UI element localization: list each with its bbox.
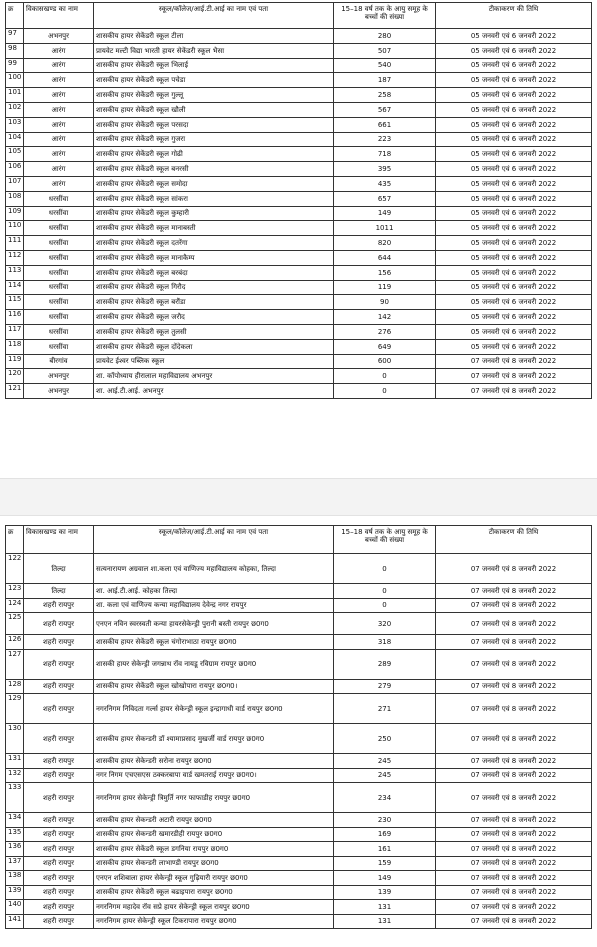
cell-school-name: शासकीय हायर सेकेंडरी स्कूल बरबंदा xyxy=(94,265,334,280)
table-row xyxy=(6,914,592,929)
table-row xyxy=(6,783,592,813)
cell-vaccination-date: 05 जनवरी एवं 6 जनवरी 2022 xyxy=(436,73,592,88)
page-one xyxy=(5,2,592,399)
cell-serial: 116 xyxy=(6,310,24,325)
cell-student-count: 280 xyxy=(334,29,436,44)
cell-block: शहरी रायपुर xyxy=(24,856,94,871)
header-date: टीकाकरण की तिथि xyxy=(436,526,592,554)
table-row xyxy=(6,871,592,886)
cell-school-name: शा. कला एवं वाणिज्य कन्या महाविद्यालय देवेन्द्र नगर रायपुर xyxy=(94,598,334,613)
cell-serial: 121 xyxy=(6,384,24,399)
cell-student-count: 567 xyxy=(334,102,436,117)
cell-vaccination-date: 07 जनवरी एवं 8 जनवरी 2022 xyxy=(436,354,592,369)
cell-student-count: 90 xyxy=(334,295,436,310)
cell-serial: 98 xyxy=(6,43,24,58)
table-row xyxy=(6,768,592,783)
cell-block: शहरी रायपुर xyxy=(24,598,94,613)
cell-block: शहरी रायपुर xyxy=(24,635,94,650)
cell-student-count: 161 xyxy=(334,842,436,857)
cell-vaccination-date: 05 जनवरी एवं 6 जनवरी 2022 xyxy=(436,236,592,251)
cell-school-name: शासकीय हायर सेकेंडरी स्कूल बरौंडा xyxy=(94,295,334,310)
header-count: 15–18 वर्ष तक के आयु समूह के बच्चों की संख्या xyxy=(334,526,436,554)
table-row xyxy=(6,724,592,754)
cell-school-name: शासकी हायर सेकेन्ड्री जगन्नाथ रॉव नायडू रविग्राम रायपुर छ0ग0 xyxy=(94,649,334,679)
cell-vaccination-date: 07 जनवरी एवं 8 जनवरी 2022 xyxy=(436,598,592,613)
cell-school-name: शासकीय हायर सेकेन्डरी सरोना रायपुर छ0ग0 xyxy=(94,754,334,769)
page-gap xyxy=(0,478,597,516)
header-row xyxy=(6,3,592,29)
table-row xyxy=(6,354,592,369)
cell-vaccination-date: 07 जनवरी एवं 8 जनवरी 2022 xyxy=(436,584,592,599)
table-row xyxy=(6,679,592,694)
cell-school-name: नगरनिगम हायर सेकेन्ड्री स्कूल टिकरापारा रायपुर छ0ग0 xyxy=(94,914,334,929)
cell-school-name: प्रायवेट ईश्वर पब्लिक स्कूल xyxy=(94,354,334,369)
table-one-body xyxy=(6,29,592,399)
cell-block: शहरी रायपुर xyxy=(24,679,94,694)
cell-student-count: 119 xyxy=(334,280,436,295)
cell-serial: 118 xyxy=(6,339,24,354)
cell-student-count: 318 xyxy=(334,635,436,650)
cell-school-name: शासकीय हायर सेकन्डरी अटारी रायपुर छ0ग0 xyxy=(94,813,334,828)
cell-school-name: शासकीय हायर सेकेंडरी स्कूल दोंदेकला xyxy=(94,339,334,354)
cell-block: आरंग xyxy=(24,102,94,117)
cell-vaccination-date: 05 जनवरी एवं 6 जनवरी 2022 xyxy=(436,265,592,280)
cell-school-name: शासकीय हायर सेकन्डरी खमारडीही रायपुर छ0ग0 xyxy=(94,827,334,842)
cell-school-name: शासकीय हायर सेकेंडरी स्कूल खोखोपारा रायपुर छ0ग0। xyxy=(94,679,334,694)
cell-serial: 117 xyxy=(6,324,24,339)
header-school: स्कूल/कॉलेज/आई.टी.आई का नाम एवं पता xyxy=(94,3,334,29)
header-block: विकासखण्ड का नाम xyxy=(24,3,94,29)
cell-school-name: शासकीय हायर सेकेंडरी स्कूल समोदा xyxy=(94,176,334,191)
cell-serial: 111 xyxy=(6,236,24,251)
cell-student-count: 142 xyxy=(334,310,436,325)
cell-block: धरसींवा xyxy=(24,265,94,280)
cell-student-count: 320 xyxy=(334,613,436,635)
cell-vaccination-date: 05 जनवरी एवं 6 जनवरी 2022 xyxy=(436,339,592,354)
cell-vaccination-date: 07 जनवरी एवं 8 जनवरी 2022 xyxy=(436,842,592,857)
table-row xyxy=(6,754,592,769)
cell-vaccination-date: 05 जनवरी एवं 6 जनवरी 2022 xyxy=(436,221,592,236)
cell-serial: 136 xyxy=(6,842,24,857)
cell-student-count: 250 xyxy=(334,724,436,754)
cell-serial: 112 xyxy=(6,250,24,265)
cell-student-count: 820 xyxy=(334,236,436,251)
table-row xyxy=(6,88,592,103)
cell-serial: 109 xyxy=(6,206,24,221)
cell-student-count: 649 xyxy=(334,339,436,354)
table-row xyxy=(6,191,592,206)
cell-vaccination-date: 07 जनवरी एवं 8 जनवरी 2022 xyxy=(436,768,592,783)
cell-block: तिल्दा xyxy=(24,584,94,599)
cell-school-name: सत्यनारायण अग्रवाल शा.कला एवं वाणिज्य महाविद्यालय कोहका, तिल्दा xyxy=(94,554,334,584)
cell-block: बीरगांव xyxy=(24,354,94,369)
table-row xyxy=(6,58,592,73)
table-row xyxy=(6,613,592,635)
cell-vaccination-date: 05 जनवरी एवं 6 जनवरी 2022 xyxy=(436,310,592,325)
cell-vaccination-date: 05 जनवरी एवं 6 जनवरी 2022 xyxy=(436,191,592,206)
cell-serial: 103 xyxy=(6,117,24,132)
cell-serial: 133 xyxy=(6,783,24,813)
cell-student-count: 131 xyxy=(334,914,436,929)
cell-school-name: शा. आई.टी.आई. अभनपुर xyxy=(94,384,334,399)
header-block: विकासखण्ड का नाम xyxy=(24,526,94,554)
cell-block: अभनपुर xyxy=(24,29,94,44)
cell-vaccination-date: 05 जनवरी एवं 6 जनवरी 2022 xyxy=(436,147,592,162)
header-date: टीकाकरण की तिथि xyxy=(436,3,592,29)
cell-vaccination-date: 05 जनवरी एवं 6 जनवरी 2022 xyxy=(436,295,592,310)
cell-student-count: 230 xyxy=(334,813,436,828)
cell-serial: 101 xyxy=(6,88,24,103)
cell-serial: 124 xyxy=(6,598,24,613)
cell-serial: 138 xyxy=(6,871,24,886)
cell-serial: 100 xyxy=(6,73,24,88)
cell-school-name: शासकीय हायर सेकेंडरी स्कूल कुम्हारी xyxy=(94,206,334,221)
cell-serial: 97 xyxy=(6,29,24,44)
cell-vaccination-date: 07 जनवरी एवं 8 जनवरी 2022 xyxy=(436,554,592,584)
table-row xyxy=(6,310,592,325)
cell-block: शहरी रायपुर xyxy=(24,768,94,783)
header-row xyxy=(6,526,592,554)
cell-block: शहरी रायपुर xyxy=(24,649,94,679)
cell-student-count: 169 xyxy=(334,827,436,842)
cell-student-count: 0 xyxy=(334,369,436,384)
table-row xyxy=(6,102,592,117)
table-row xyxy=(6,885,592,900)
cell-vaccination-date: 05 जनवरी एवं 6 जनवरी 2022 xyxy=(436,29,592,44)
table-row xyxy=(6,265,592,280)
cell-serial: 129 xyxy=(6,694,24,724)
cell-student-count: 657 xyxy=(334,191,436,206)
header-school: स्कूल/कॉलेज/आई.टी.आई का नाम एवं पता xyxy=(94,526,334,554)
cell-student-count: 245 xyxy=(334,768,436,783)
cell-student-count: 159 xyxy=(334,856,436,871)
cell-school-name: शासकीय हायर सेकेंडरी स्कूल जरौद xyxy=(94,310,334,325)
cell-school-name: शासकीय हायर सेकेंडरी स्कूल गुजरा xyxy=(94,132,334,147)
table-row xyxy=(6,162,592,177)
cell-vaccination-date: 07 जनवरी एवं 8 जनवरी 2022 xyxy=(436,813,592,828)
cell-student-count: 507 xyxy=(334,43,436,58)
cell-serial: 131 xyxy=(6,754,24,769)
table-row xyxy=(6,900,592,915)
table-row xyxy=(6,236,592,251)
cell-student-count: 0 xyxy=(334,584,436,599)
cell-school-name: शासकीय हायर सेकन्डरी डॉ श्यामाप्रसाद मुखर्जी वार्ड रायपुर छ0ग0 xyxy=(94,724,334,754)
cell-serial: 126 xyxy=(6,635,24,650)
cell-student-count: 276 xyxy=(334,324,436,339)
cell-block: धरसींवा xyxy=(24,221,94,236)
table-row xyxy=(6,584,592,599)
cell-serial: 141 xyxy=(6,914,24,929)
cell-serial: 119 xyxy=(6,354,24,369)
cell-vaccination-date: 07 जनवरी एवं 8 जनवरी 2022 xyxy=(436,871,592,886)
cell-student-count: 131 xyxy=(334,900,436,915)
cell-block: शहरी रायपुर xyxy=(24,694,94,724)
table-row xyxy=(6,842,592,857)
cell-vaccination-date: 05 जनवरी एवं 6 जनवरी 2022 xyxy=(436,206,592,221)
table-row xyxy=(6,280,592,295)
cell-block: अभनपुर xyxy=(24,384,94,399)
cell-serial: 104 xyxy=(6,132,24,147)
cell-block: तिल्दा xyxy=(24,554,94,584)
cell-vaccination-date: 07 जनवरी एवं 8 जनवरी 2022 xyxy=(436,724,592,754)
vaccination-table-one xyxy=(5,2,592,399)
cell-vaccination-date: 07 जनवरी एवं 8 जनवरी 2022 xyxy=(436,856,592,871)
cell-block: धरसींवा xyxy=(24,339,94,354)
cell-vaccination-date: 07 जनवरी एवं 8 जनवरी 2022 xyxy=(436,914,592,929)
cell-serial: 135 xyxy=(6,827,24,842)
cell-serial: 130 xyxy=(6,724,24,754)
cell-school-name: शासकीय हायर सेकेंडरी स्कूल डगनिया रायपुर छ0ग0 xyxy=(94,842,334,857)
cell-serial: 113 xyxy=(6,265,24,280)
cell-student-count: 234 xyxy=(334,783,436,813)
cell-serial: 110 xyxy=(6,221,24,236)
cell-vaccination-date: 07 जनवरी एवं 8 जनवरी 2022 xyxy=(436,827,592,842)
cell-student-count: 245 xyxy=(334,754,436,769)
cell-block: आरंग xyxy=(24,162,94,177)
cell-serial: 122 xyxy=(6,554,24,584)
cell-student-count: 271 xyxy=(334,694,436,724)
cell-vaccination-date: 07 जनवरी एवं 8 जनवरी 2022 xyxy=(436,679,592,694)
vaccination-table-two xyxy=(5,525,592,929)
table-row xyxy=(6,43,592,58)
cell-vaccination-date: 05 जनवरी एवं 6 जनवरी 2022 xyxy=(436,132,592,147)
cell-school-name: शासकीय हायर सेकेंडरी स्कूल गुल्लू xyxy=(94,88,334,103)
cell-vaccination-date: 07 जनवरी एवं 8 जनवरी 2022 xyxy=(436,754,592,769)
cell-serial: 134 xyxy=(6,813,24,828)
cell-serial: 132 xyxy=(6,768,24,783)
cell-student-count: 187 xyxy=(334,73,436,88)
cell-student-count: 540 xyxy=(334,58,436,73)
cell-student-count: 139 xyxy=(334,885,436,900)
cell-serial: 125 xyxy=(6,613,24,635)
cell-block: धरसींवा xyxy=(24,295,94,310)
cell-student-count: 149 xyxy=(334,871,436,886)
cell-school-name: शा. आई.टी.आई. कोहका तिल्दा xyxy=(94,584,334,599)
table-row xyxy=(6,132,592,147)
cell-vaccination-date: 07 जनवरी एवं 8 जनवरी 2022 xyxy=(436,384,592,399)
header-count: 15–18 वर्ष तक के आयु समूह के बच्चों की संख्या xyxy=(334,3,436,29)
cell-school-name: शासकीय हायर सेकेंडरी स्कूल पचेडा xyxy=(94,73,334,88)
cell-school-name: शासकीय हायर सेकेंडरी स्कूल गोढी xyxy=(94,147,334,162)
cell-block: शहरी रायपुर xyxy=(24,827,94,842)
cell-serial: 140 xyxy=(6,900,24,915)
cell-block: शहरी रायपुर xyxy=(24,914,94,929)
cell-block: धरसींवा xyxy=(24,250,94,265)
cell-student-count: 0 xyxy=(334,598,436,613)
cell-student-count: 149 xyxy=(334,206,436,221)
cell-student-count: 644 xyxy=(334,250,436,265)
cell-block: शहरी रायपुर xyxy=(24,754,94,769)
cell-block: शहरी रायपुर xyxy=(24,724,94,754)
cell-school-name: शासकीय हायर सेकन्डरी लाभाण्डी रायपुर छ0ग0 xyxy=(94,856,334,871)
table-row xyxy=(6,250,592,265)
cell-vaccination-date: 05 जनवरी एवं 6 जनवरी 2022 xyxy=(436,88,592,103)
table-two-body xyxy=(6,554,592,929)
cell-block: धरसींवा xyxy=(24,191,94,206)
cell-block: शहरी रायपुर xyxy=(24,842,94,857)
cell-school-name: नगर निगम एचएसएस ठक्करबापा वार्ड खमतराई रायपुर छ0ग0। xyxy=(94,768,334,783)
cell-vaccination-date: 05 जनवरी एवं 6 जनवरी 2022 xyxy=(436,280,592,295)
cell-vaccination-date: 05 जनवरी एवं 6 जनवरी 2022 xyxy=(436,102,592,117)
cell-school-name: शासकीय हायर सेकेंडरी स्कूल दतरेंगा xyxy=(94,236,334,251)
table-row xyxy=(6,73,592,88)
cell-student-count: 0 xyxy=(334,384,436,399)
cell-serial: 105 xyxy=(6,147,24,162)
cell-block: धरसींवा xyxy=(24,206,94,221)
cell-vaccination-date: 07 जनवरी एवं 8 जनवरी 2022 xyxy=(436,649,592,679)
cell-school-name: शासकीय हायर सेकेंडरी स्कूल भिलाई xyxy=(94,58,334,73)
cell-student-count: 289 xyxy=(334,649,436,679)
cell-vaccination-date: 07 जनवरी एवं 8 जनवरी 2022 xyxy=(436,694,592,724)
cell-vaccination-date: 07 जनवरी एवं 8 जनवरी 2022 xyxy=(436,613,592,635)
cell-serial: 120 xyxy=(6,369,24,384)
cell-student-count: 156 xyxy=(334,265,436,280)
header-sn: क्र xyxy=(6,3,24,29)
table-row xyxy=(6,221,592,236)
cell-school-name: नगरनिगम महादेव रॉव सप्रे हायर सेकेन्ड्री स्कूल रायपुर छ0ग0 xyxy=(94,900,334,915)
cell-student-count: 661 xyxy=(334,117,436,132)
cell-student-count: 279 xyxy=(334,679,436,694)
cell-block: धरसींवा xyxy=(24,280,94,295)
cell-vaccination-date: 07 जनवरी एवं 8 जनवरी 2022 xyxy=(436,885,592,900)
cell-vaccination-date: 07 जनवरी एवं 8 जनवरी 2022 xyxy=(436,369,592,384)
cell-block: आरंग xyxy=(24,132,94,147)
cell-block: शहरी रायपुर xyxy=(24,613,94,635)
cell-serial: 115 xyxy=(6,295,24,310)
cell-serial: 106 xyxy=(6,162,24,177)
cell-serial: 137 xyxy=(6,856,24,871)
table-row xyxy=(6,369,592,384)
cell-serial: 128 xyxy=(6,679,24,694)
table-row xyxy=(6,147,592,162)
cell-serial: 139 xyxy=(6,885,24,900)
cell-serial: 102 xyxy=(6,102,24,117)
cell-school-name: शासकीय हायर सेकेंडरी स्कूल बढाइपारा रायपुर छ0ग0 xyxy=(94,885,334,900)
cell-school-name: शासकीय हायर सेकेंडरी स्कूल बनरसी xyxy=(94,162,334,177)
cell-student-count: 0 xyxy=(334,554,436,584)
cell-vaccination-date: 07 जनवरी एवं 8 जनवरी 2022 xyxy=(436,783,592,813)
table-row xyxy=(6,649,592,679)
table-row xyxy=(6,339,592,354)
cell-school-name: एनएन नविन स्वरस्वती कन्या हायरसेकेन्ड्री पुरानी बस्ती रायपुर छ0ग0 xyxy=(94,613,334,635)
cell-serial: 99 xyxy=(6,58,24,73)
cell-school-name: प्रायवेट मल्टी विद्या भारती हायर सेकेंडरी स्कूल भैसा xyxy=(94,43,334,58)
cell-school-name: शासकीय हायर सेकेंडरी स्कूल परसदा xyxy=(94,117,334,132)
table-row xyxy=(6,384,592,399)
cell-block: धरसींवा xyxy=(24,236,94,251)
cell-block: शहरी रायपुर xyxy=(24,885,94,900)
cell-vaccination-date: 05 जनवरी एवं 6 जनवरी 2022 xyxy=(436,43,592,58)
cell-serial: 114 xyxy=(6,280,24,295)
cell-school-name: शासकीय हायर सेकेंडरी स्कूल गिरौद xyxy=(94,280,334,295)
cell-block: अभनपुर xyxy=(24,369,94,384)
cell-block: आरंग xyxy=(24,73,94,88)
cell-vaccination-date: 07 जनवरी एवं 8 जनवरी 2022 xyxy=(436,635,592,650)
cell-school-name: शासकीय हायर सेकेंडरी स्कूल मानाकैम्प xyxy=(94,250,334,265)
table-row xyxy=(6,694,592,724)
cell-school-name: शासकीय हायर सेकेंडरी स्कूल टीला xyxy=(94,29,334,44)
cell-serial: 123 xyxy=(6,584,24,599)
page-two xyxy=(5,525,592,929)
cell-school-name: शा. कॉपोध्याय हीरालाल महाविद्यालय अभनपुर xyxy=(94,369,334,384)
cell-school-name: शासकीय हायर सेकेंडरी स्कूल खौली xyxy=(94,102,334,117)
cell-student-count: 1011 xyxy=(334,221,436,236)
cell-vaccination-date: 05 जनवरी एवं 6 जनवरी 2022 xyxy=(436,162,592,177)
table-row xyxy=(6,206,592,221)
table-row xyxy=(6,324,592,339)
cell-school-name: शासकीय हायर सेकेंडरी स्कूल सांकरा xyxy=(94,191,334,206)
cell-block: शहरी रायपुर xyxy=(24,813,94,828)
table-row xyxy=(6,813,592,828)
table-row xyxy=(6,635,592,650)
cell-block: आरंग xyxy=(24,43,94,58)
cell-student-count: 258 xyxy=(334,88,436,103)
cell-student-count: 600 xyxy=(334,354,436,369)
cell-block: शहरी रायपुर xyxy=(24,783,94,813)
table-row xyxy=(6,856,592,871)
cell-block: आरंग xyxy=(24,176,94,191)
table-row xyxy=(6,176,592,191)
cell-student-count: 435 xyxy=(334,176,436,191)
cell-school-name: नगरनिगम हायर सेकेन्ड्री त्रिमुर्ति नगर फाफाडीह रायपुर छ0ग0 xyxy=(94,783,334,813)
cell-serial: 107 xyxy=(6,176,24,191)
cell-block: आरंग xyxy=(24,117,94,132)
cell-vaccination-date: 07 जनवरी एवं 8 जनवरी 2022 xyxy=(436,900,592,915)
cell-vaccination-date: 05 जनवरी एवं 6 जनवरी 2022 xyxy=(436,117,592,132)
cell-school-name: शासकीय हायर सेकेंडरी स्कूल मानाबस्ती xyxy=(94,221,334,236)
cell-block: धरसींवा xyxy=(24,324,94,339)
cell-vaccination-date: 05 जनवरी एवं 6 जनवरी 2022 xyxy=(436,250,592,265)
cell-vaccination-date: 05 जनवरी एवं 6 जनवरी 2022 xyxy=(436,58,592,73)
cell-student-count: 718 xyxy=(334,147,436,162)
cell-serial: 127 xyxy=(6,649,24,679)
table-row xyxy=(6,117,592,132)
cell-block: शहरी रायपुर xyxy=(24,871,94,886)
table-row xyxy=(6,29,592,44)
header-sn: क्र xyxy=(6,526,24,554)
cell-student-count: 395 xyxy=(334,162,436,177)
table-row xyxy=(6,598,592,613)
cell-school-name: शासकीय हायर सेकेंडरी स्कूल तुलसी xyxy=(94,324,334,339)
cell-block: आरंग xyxy=(24,147,94,162)
table-row xyxy=(6,827,592,842)
cell-school-name: शासकीय हायर सेकेंडरी स्कूल चंगोराभाठा रायपुर छ0ग0 xyxy=(94,635,334,650)
cell-school-name: एनएन शशिबाला हायर सेकेन्ड्री स्कूल गुढ़ियारी रायपुर छ0ग0 xyxy=(94,871,334,886)
cell-block: धरसींवा xyxy=(24,310,94,325)
cell-block: शहरी रायपुर xyxy=(24,900,94,915)
cell-vaccination-date: 05 जनवरी एवं 6 जनवरी 2022 xyxy=(436,176,592,191)
table-row xyxy=(6,554,592,584)
cell-serial: 108 xyxy=(6,191,24,206)
table-row xyxy=(6,295,592,310)
cell-student-count: 223 xyxy=(334,132,436,147)
cell-block: आरंग xyxy=(24,58,94,73)
cell-block: आरंग xyxy=(24,88,94,103)
cell-school-name: नगरनिगम निविदता गर्ल्स हायर सेकेन्ड्री स्कूल इन्द्रागाधी वार्ड रायपुर छ0ग0 xyxy=(94,694,334,724)
cell-vaccination-date: 05 जनवरी एवं 6 जनवरी 2022 xyxy=(436,324,592,339)
